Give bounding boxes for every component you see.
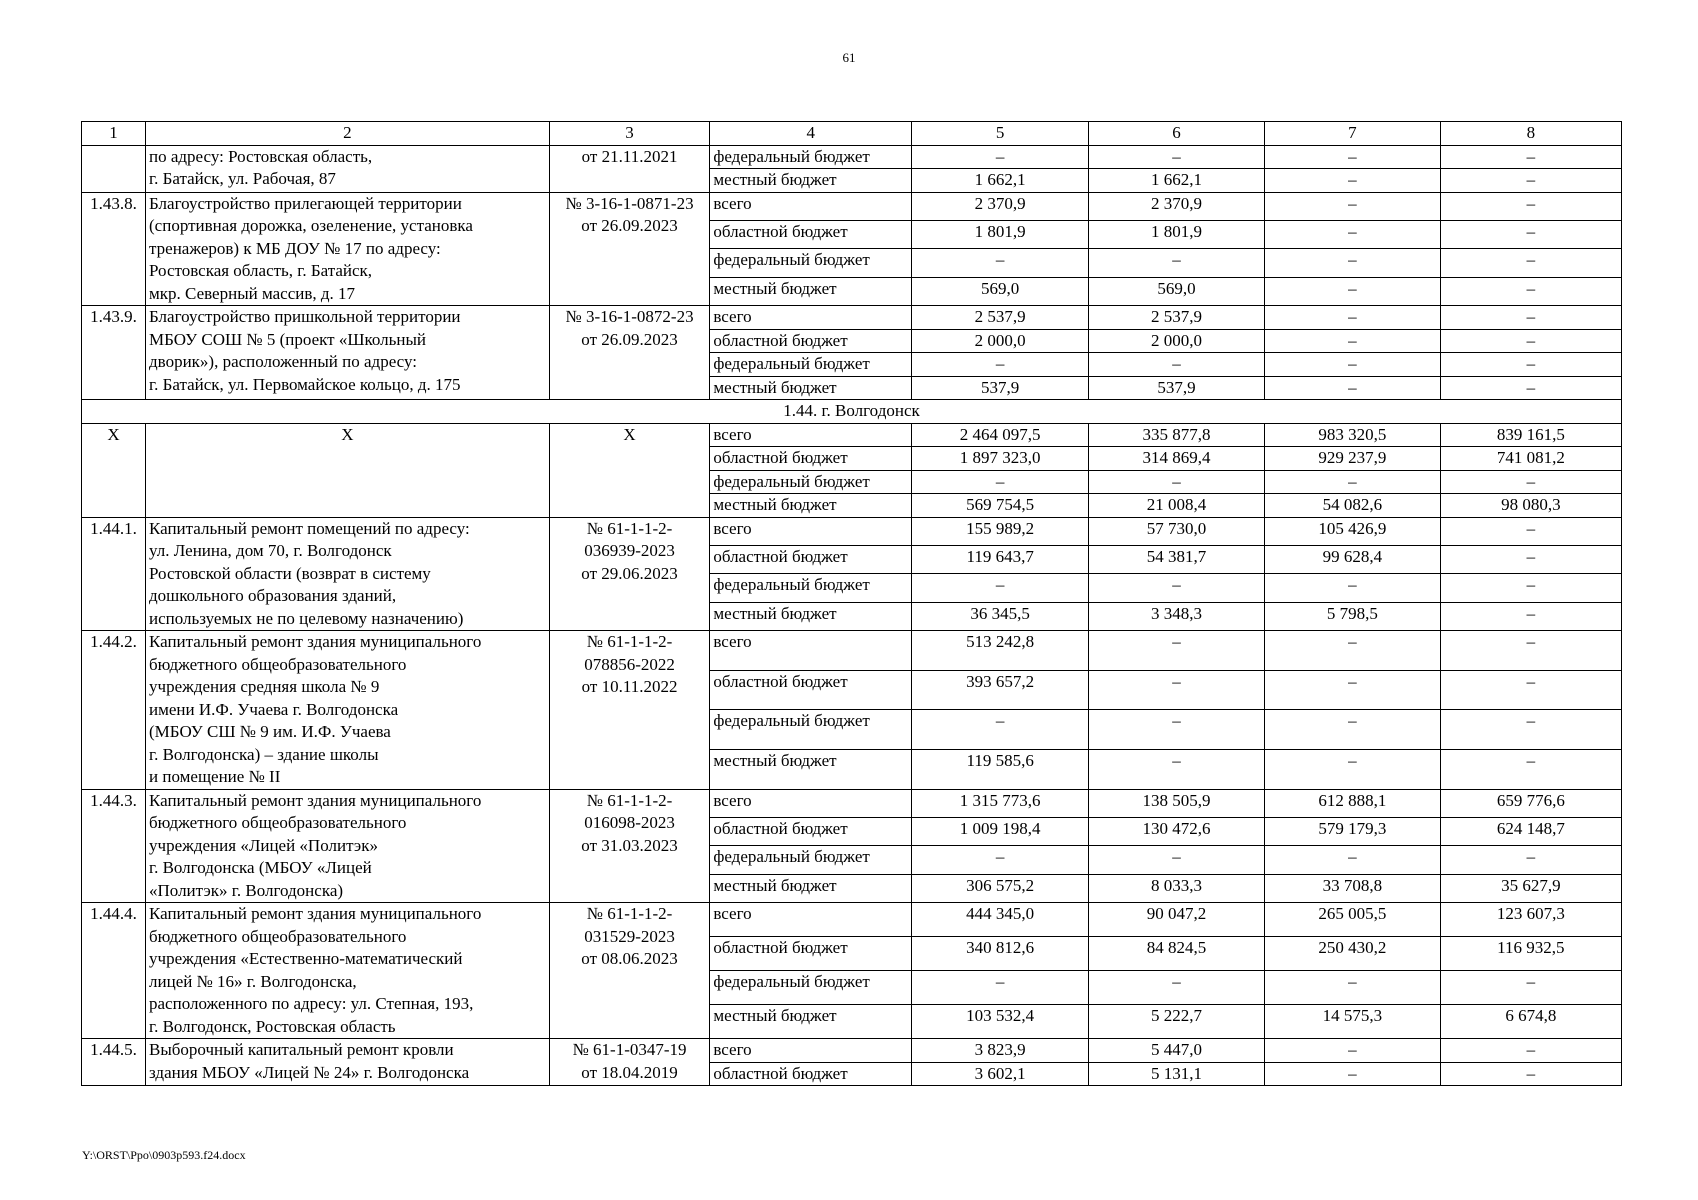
table-row (82, 1039, 1622, 1063)
header-cell: 2 (146, 122, 550, 146)
amount-cell: 35 627,9 (1440, 874, 1621, 902)
amount-cell: 3 602,1 (912, 1062, 1089, 1086)
amount-cell: 1 009 198,4 (912, 817, 1089, 845)
amount-cell: – (1440, 1062, 1621, 1086)
document-reference: от 21.11.2021 (549, 145, 710, 192)
amount-cell: 36 345,5 (912, 602, 1089, 630)
amount-cell: 306 575,2 (912, 874, 1089, 902)
amount-cell: – (1440, 670, 1621, 710)
section-row (82, 400, 1622, 424)
amount-cell: – (1264, 1039, 1440, 1063)
amount-cell: 119 585,6 (912, 749, 1089, 789)
amount-cell: – (1440, 710, 1621, 750)
amount-cell: – (1089, 249, 1265, 277)
table-body (82, 122, 1622, 1086)
budget-source-label: федеральный бюджет (710, 353, 912, 377)
amount-cell: 6 674,8 (1440, 1005, 1621, 1039)
amount-cell: – (1264, 192, 1440, 220)
amount-cell: – (1264, 249, 1440, 277)
amount-cell: 537,9 (1089, 376, 1265, 400)
amount-cell: – (1089, 631, 1265, 671)
amount-cell: – (912, 710, 1089, 750)
amount-cell: – (1440, 277, 1621, 305)
amount-cell: 741 081,2 (1440, 447, 1621, 471)
amount-cell: – (1264, 470, 1440, 494)
amount-cell: 14 575,3 (1264, 1005, 1440, 1039)
document-reference: № 61-1-1-2- 031529-2023 от 08.06.2023 (549, 903, 710, 1039)
amount-cell: – (1440, 545, 1621, 573)
amount-cell: – (1440, 192, 1621, 220)
budget-source-label: федеральный бюджет (710, 846, 912, 874)
amount-cell: – (1264, 353, 1440, 377)
budget-source-label: областной бюджет (710, 670, 912, 710)
amount-cell: – (1089, 710, 1265, 750)
header-cell: 5 (912, 122, 1089, 146)
table-row (82, 145, 1622, 169)
amount-cell: – (1089, 145, 1265, 169)
item-description: Выборочный капитальный ремонт кровли здания МБОУ «Лицей № 24» г. Волгодонска (146, 1039, 550, 1086)
amount-cell: – (1089, 353, 1265, 377)
document-reference: № 61-1-1-2- 078856-2022 от 10.11.2022 (549, 631, 710, 790)
budget-source-label: всего (710, 631, 912, 671)
budget-source-label: местный бюджет (710, 169, 912, 193)
budget-source-label: всего (710, 192, 912, 220)
budget-source-label: федеральный бюджет (710, 470, 912, 494)
amount-cell: – (1440, 971, 1621, 1005)
amount-cell: – (912, 846, 1089, 874)
amount-cell: 2 464 097,5 (912, 423, 1089, 447)
amount-cell: 3 823,9 (912, 1039, 1089, 1063)
amount-cell: 90 047,2 (1089, 903, 1265, 937)
amount-cell: 250 430,2 (1264, 937, 1440, 971)
amount-cell: 105 426,9 (1264, 517, 1440, 545)
page-number: 61 (842, 50, 856, 65)
amount-cell: – (1440, 631, 1621, 671)
budget-source-label: областной бюджет (710, 545, 912, 573)
amount-cell: – (1089, 470, 1265, 494)
amount-cell: 84 824,5 (1089, 937, 1265, 971)
header-cell: 7 (1264, 122, 1440, 146)
budget-source-label: федеральный бюджет (710, 710, 912, 750)
amount-cell: 123 607,3 (1440, 903, 1621, 937)
amount-cell: 335 877,8 (1089, 423, 1265, 447)
header-cell: 3 (549, 122, 710, 146)
amount-cell: 314 869,4 (1089, 447, 1265, 471)
amount-cell: 54 381,7 (1089, 545, 1265, 573)
amount-cell: – (912, 971, 1089, 1005)
budget-source-label: всего (710, 789, 912, 817)
amount-cell: – (1264, 631, 1440, 671)
amount-cell: – (1264, 749, 1440, 789)
amount-cell: – (1440, 376, 1621, 400)
budget-source-label: областной бюджет (710, 329, 912, 353)
item-description: по адресу: Ростовская область, г. Батайск, ул. Рабочая, 87 (146, 145, 550, 192)
amount-cell: 155 989,2 (912, 517, 1089, 545)
amount-cell: 1 315 773,6 (912, 789, 1089, 817)
amount-cell: 513 242,8 (912, 631, 1089, 671)
amount-cell: 2 000,0 (1089, 329, 1265, 353)
amount-cell: – (1440, 249, 1621, 277)
item-description: Капитальный ремонт здания муниципального бюджетного общеобразовательного учреждения «Естественно-математический лицей № 16» г. Волгодонска, расположенного по адресу: ул. Степная, 193, г. Волгодонск, Ростовская область (146, 903, 550, 1039)
amount-cell: 1 662,1 (1089, 169, 1265, 193)
header-cell: 1 (82, 122, 146, 146)
document-reference: № 61-1-0347-19 от 18.04.2019 (549, 1039, 710, 1086)
item-description: Благоустройство пришкольной территории МБОУ СОШ № 5 (проект «Школьный дворик»), расположенный по адресу: г. Батайск, ул. Первомайское кольцо, д. 175 (146, 306, 550, 400)
amount-cell: – (1440, 749, 1621, 789)
amount-cell: 54 082,6 (1264, 494, 1440, 518)
amount-cell: 2 370,9 (1089, 192, 1265, 220)
amount-cell: 1 801,9 (912, 220, 1089, 248)
amount-cell: – (1440, 145, 1621, 169)
amount-cell: – (912, 470, 1089, 494)
budget-source-label: федеральный бюджет (710, 574, 912, 602)
table-row (82, 306, 1622, 330)
item-number (82, 145, 146, 192)
amount-cell: 612 888,1 (1264, 789, 1440, 817)
budget-source-label: всего (710, 517, 912, 545)
table-row (82, 789, 1622, 817)
amount-cell: – (1264, 376, 1440, 400)
budget-table (81, 121, 1622, 1086)
budget-source-label: всего (710, 1039, 912, 1063)
amount-cell: 2 000,0 (912, 329, 1089, 353)
amount-cell: 8 033,3 (1089, 874, 1265, 902)
amount-cell: – (1264, 277, 1440, 305)
file-path-footer: Y:\ORST\Ppo\0903p593.f24.docx (82, 1148, 246, 1162)
header-row (82, 122, 1622, 146)
item-number: 1.44.3. (82, 789, 146, 903)
budget-source-label: всего (710, 423, 912, 447)
amount-cell: – (1440, 329, 1621, 353)
amount-cell: 569 754,5 (912, 494, 1089, 518)
amount-cell: – (1264, 971, 1440, 1005)
amount-cell: 1 897 323,0 (912, 447, 1089, 471)
amount-cell: – (1264, 306, 1440, 330)
amount-cell: – (1440, 574, 1621, 602)
amount-cell: – (1440, 169, 1621, 193)
amount-cell: 5 798,5 (1264, 602, 1440, 630)
header-cell: 8 (1440, 122, 1621, 146)
table-row (82, 192, 1622, 220)
amount-cell: 116 932,5 (1440, 937, 1621, 971)
item-number: 1.43.8. (82, 192, 146, 306)
amount-cell: 659 776,6 (1440, 789, 1621, 817)
document-reference: № 3-16-1-0871-23 от 26.09.2023 (549, 192, 710, 306)
header-cell: 6 (1089, 122, 1265, 146)
amount-cell: 579 179,3 (1264, 817, 1440, 845)
amount-cell: 119 643,7 (912, 545, 1089, 573)
item-description: Капитальный ремонт здания муниципального бюджетного общеобразовательного учреждения «Лицей «Политэк» г. Волгодонска (МБОУ «Лицей «Политэк» г. Волгодонска) (146, 789, 550, 903)
amount-cell: 393 657,2 (912, 670, 1089, 710)
item-number: 1.44.1. (82, 517, 146, 631)
amount-cell: – (1264, 574, 1440, 602)
amount-cell: 569,0 (912, 277, 1089, 305)
budget-source-label: местный бюджет (710, 494, 912, 518)
amount-cell: 33 708,8 (1264, 874, 1440, 902)
amount-cell: 138 505,9 (1089, 789, 1265, 817)
budget-source-label: федеральный бюджет (710, 249, 912, 277)
item-description: Благоустройство прилегающей территории (спортивная дорожка, озеленение, установка тренажеров) к МБ ДОУ № 17 по адресу: Ростовская область, г. Батайск, мкр. Северный массив, д. 17 (146, 192, 550, 306)
amount-cell: – (1089, 846, 1265, 874)
budget-source-label: федеральный бюджет (710, 145, 912, 169)
item-number: 1.44.4. (82, 903, 146, 1039)
budget-source-label: всего (710, 306, 912, 330)
item-number: 1.44.2. (82, 631, 146, 790)
section-title: 1.44. г. Волгодонск (82, 400, 1622, 424)
amount-cell: – (1264, 1062, 1440, 1086)
document-reference: № 61-1-1-2- 016098-2023 от 31.03.2023 (549, 789, 710, 903)
amount-cell: – (1440, 470, 1621, 494)
amount-cell: – (1264, 710, 1440, 750)
amount-cell: 1 801,9 (1089, 220, 1265, 248)
budget-source-label: местный бюджет (710, 1005, 912, 1039)
budget-source-label: местный бюджет (710, 749, 912, 789)
amount-cell: 21 008,4 (1089, 494, 1265, 518)
amount-cell: – (1089, 749, 1265, 789)
amount-cell: – (1264, 220, 1440, 248)
amount-cell: 2 370,9 (912, 192, 1089, 220)
amount-cell: – (1440, 306, 1621, 330)
amount-cell: 57 730,0 (1089, 517, 1265, 545)
budget-source-label: местный бюджет (710, 376, 912, 400)
document-reference: № 3-16-1-0872-23 от 26.09.2023 (549, 306, 710, 400)
amount-cell: 5 222,7 (1089, 1005, 1265, 1039)
amount-cell: 624 148,7 (1440, 817, 1621, 845)
document-reference: X (549, 423, 710, 517)
budget-source-label: федеральный бюджет (710, 971, 912, 1005)
amount-cell: – (1440, 220, 1621, 248)
amount-cell: – (1264, 846, 1440, 874)
amount-cell: 569,0 (1089, 277, 1265, 305)
budget-source-label: областной бюджет (710, 937, 912, 971)
document-reference: № 61-1-1-2- 036939-2023 от 29.06.2023 (549, 517, 710, 631)
amount-cell: – (1264, 329, 1440, 353)
table-row (82, 517, 1622, 545)
amount-cell: – (1089, 574, 1265, 602)
table-row (82, 903, 1622, 937)
header-cell: 4 (710, 122, 912, 146)
item-description: X (146, 423, 550, 517)
budget-source-label: областной бюджет (710, 447, 912, 471)
budget-source-label: областной бюджет (710, 1062, 912, 1086)
amount-cell: – (1440, 602, 1621, 630)
table-row (82, 423, 1622, 447)
budget-source-label: областной бюджет (710, 220, 912, 248)
budget-source-label: местный бюджет (710, 602, 912, 630)
item-description: Капитальный ремонт здания муниципального бюджетного общеобразовательного учреждения средняя школа № 9 имени И.Ф. Учаева г. Волгодонска (МБОУ СШ № 9 им. И.Ф. Учаева г. Волгодонска) – здание школы и помещение № II (146, 631, 550, 790)
amount-cell: 130 472,6 (1089, 817, 1265, 845)
amount-cell: 929 237,9 (1264, 447, 1440, 471)
amount-cell: 983 320,5 (1264, 423, 1440, 447)
amount-cell: 1 662,1 (912, 169, 1089, 193)
item-description: Капитальный ремонт помещений по адресу: ул. Ленина, дом 70, г. Волгодонск Ростовской области (возврат в систему дошкольного образования зданий, используемых не по целевому назначению) (146, 517, 550, 631)
amount-cell: 98 080,3 (1440, 494, 1621, 518)
amount-cell: – (1440, 1039, 1621, 1063)
amount-cell: 3 348,3 (1089, 602, 1265, 630)
amount-cell: – (912, 353, 1089, 377)
item-number: X (82, 423, 146, 517)
amount-cell: 103 532,4 (912, 1005, 1089, 1039)
table-row (82, 631, 1622, 671)
amount-cell: 340 812,6 (912, 937, 1089, 971)
amount-cell: – (1264, 670, 1440, 710)
amount-cell: – (1440, 517, 1621, 545)
amount-cell: 5 447,0 (1089, 1039, 1265, 1063)
item-number: 1.43.9. (82, 306, 146, 400)
amount-cell: – (912, 145, 1089, 169)
amount-cell: – (1440, 846, 1621, 874)
amount-cell: 2 537,9 (1089, 306, 1265, 330)
amount-cell: – (1440, 353, 1621, 377)
budget-source-label: местный бюджет (710, 874, 912, 902)
item-number: 1.44.5. (82, 1039, 146, 1086)
amount-cell: – (1089, 971, 1265, 1005)
amount-cell: 2 537,9 (912, 306, 1089, 330)
budget-source-label: местный бюджет (710, 277, 912, 305)
amount-cell: – (1264, 145, 1440, 169)
budget-source-label: всего (710, 903, 912, 937)
amount-cell: – (912, 249, 1089, 277)
amount-cell: 265 005,5 (1264, 903, 1440, 937)
amount-cell: 5 131,1 (1089, 1062, 1265, 1086)
amount-cell: 99 628,4 (1264, 545, 1440, 573)
amount-cell: 537,9 (912, 376, 1089, 400)
amount-cell: – (1089, 670, 1265, 710)
amount-cell: 444 345,0 (912, 903, 1089, 937)
amount-cell: – (1264, 169, 1440, 193)
amount-cell: – (912, 574, 1089, 602)
budget-source-label: областной бюджет (710, 817, 912, 845)
amount-cell: 839 161,5 (1440, 423, 1621, 447)
